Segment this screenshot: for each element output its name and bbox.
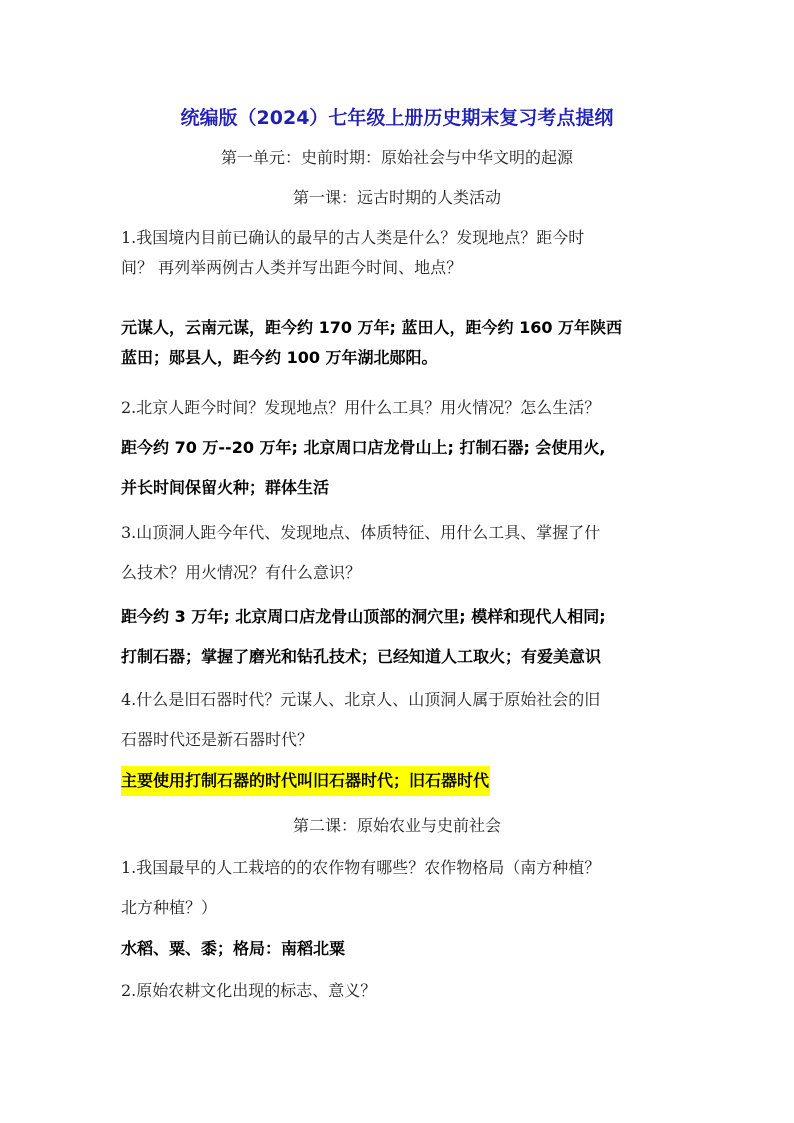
lesson1-answer-2 xyxy=(121,433,681,503)
unit-heading: 第一单元：史前时期：原始社会与中华文明的起源 xyxy=(220,148,573,167)
lesson1-question-1 xyxy=(121,223,681,283)
lesson1-question-4 xyxy=(121,685,681,755)
question-line: 石器时代还是新石器时代？ xyxy=(121,730,314,749)
lesson1-heading: 第一课：远古时期的人类活动 xyxy=(292,188,501,207)
question-line: 3.山顶洞人距今年代、发现地点、体质特征、用什么工具、掌握了什 xyxy=(121,523,601,542)
answer-line: 距今约 70 万--20 万年; 北京周口店龙骨山上; 打制石器; 会使用火, xyxy=(121,438,606,457)
lesson1-answer-4 xyxy=(121,766,681,796)
lesson2-answer-1 xyxy=(121,934,681,964)
question-line: 2.北京人距今时间？发现地点？用什么工具？用火情况？怎么生活？ xyxy=(121,398,601,417)
answer-line: 打制石器；掌握了磨光和钻孔技术；已经知道人工取火；有爱美意识 xyxy=(121,647,602,666)
lesson2-question-1 xyxy=(121,853,681,923)
lesson1-question-3 xyxy=(121,518,681,588)
question-line: 1.我国最早的人工栽培的的农作物有哪些？农作物格局（南方种植？ xyxy=(121,858,601,877)
answer-line: 蓝田；郧县人，距今约 100 万年湖北郧阳。 xyxy=(121,348,438,367)
question-line: 2.原始农耕文化出现的标志、意义？ xyxy=(121,981,377,1000)
lesson1-question-2 xyxy=(121,393,681,423)
answer-line: 并长时间保留火种；群体生活 xyxy=(121,478,330,497)
question-line: 间？ 再列举两例古人类并写出距今时间、地点？ xyxy=(121,258,463,277)
lesson1-answer-3 xyxy=(121,602,681,672)
highlighted-answer: 主要使用打制石器的时代叫旧石器时代；旧石器时代 xyxy=(121,766,490,796)
answer-line: 距今约 3 万年; 北京周口店龙骨山顶部的洞穴里; 模样和现代人相同; xyxy=(121,607,606,626)
answer-line: 水稻、粟、黍；格局：南稻北粟 xyxy=(121,939,346,958)
lesson2-heading: 第二课：原始农业与史前社会 xyxy=(292,816,501,835)
document-title: 统编版（2024）七年级上册历史期末复习考点提纲 xyxy=(180,107,614,129)
question-line: 么技术？用火情况？有什么意识？ xyxy=(121,563,362,582)
question-line: 1.我国境内目前已确认的最早的古人类是什么？发现地点？距今时 xyxy=(121,228,585,247)
question-line: 4.什么是旧石器时代？元谋人、北京人、山顶洞人属于原始社会的旧 xyxy=(121,690,601,709)
answer-line: 元谋人，云南元谋，距今约 170 万年; 蓝田人，距今约 160 万年陕西 xyxy=(121,318,623,337)
lesson1-answer-1 xyxy=(121,313,681,373)
lesson2-question-2 xyxy=(121,976,681,1006)
question-line: 北方种植？） xyxy=(121,898,218,917)
